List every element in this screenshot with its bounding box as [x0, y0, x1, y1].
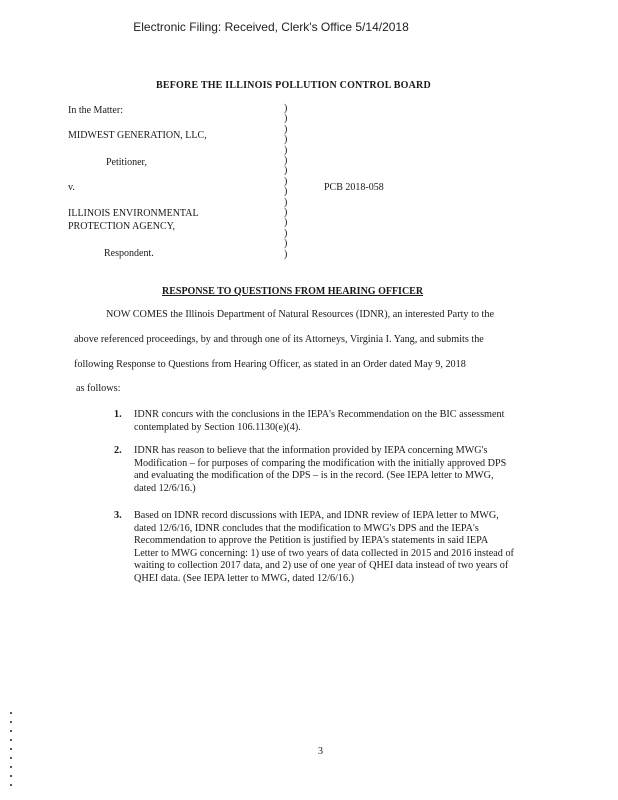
- page-number: 3: [318, 746, 323, 757]
- versus-label: v.: [68, 182, 75, 193]
- petitioner-role: Petitioner,: [106, 157, 147, 168]
- item-text: Based on IDNR record discussions with IEPA, and IDNR review of IEPA letter to MWG, dated 12/6/16, IDNR concludes that the modification to MWG's DPS and the IEPA's Recommendation to approve the Petition is justified by IEPA's statements in said IEPA Letter to MWG concerning: 1) use of two years of data collected in 2015 and 2016 instead of waiting to collection 2017 data, and 2) use of one year of QHEI data instead of two years of QHEI data. (See IEPA letter to MWG, dated 12/6/16.): [134, 510, 514, 584]
- caption-parentheses: ) ) ) ) ) ) ) ) ) ) ) ) ) ) ): [284, 103, 288, 260]
- document-heading: RESPONSE TO QUESTIONS FROM HEARING OFFICER: [162, 286, 424, 297]
- item-text: IDNR has reason to believe that the information provided by IEPA concerning MWG's Modification – for purposes of comparing the modification with the initially approved DPS and evaluating the modification of the DPS – is in the record. (See IEPA letter to MWG, dated 12/6/16.): [134, 445, 507, 494]
- respondent-name-line1: ILLINOIS ENVIRONMENTAL: [68, 208, 199, 219]
- intro-line: NOW COMES the Illinois Department of Natural Resources (IDNR), an interested Party to the: [106, 309, 494, 320]
- item-number: 2.: [114, 445, 122, 456]
- item-number: 1.: [114, 409, 122, 420]
- board-title: BEFORE THE ILLINOIS POLLUTION CONTROL BOARD: [156, 80, 431, 91]
- case-number: PCB 2018-058: [324, 182, 384, 193]
- respondent-name-line2: PROTECTION AGENCY,: [68, 221, 176, 232]
- margin-scan-marks: [10, 712, 12, 790]
- item-number: 3.: [114, 510, 122, 521]
- intro-line: above referenced proceedings, by and through one of its Attorneys, Virginia I. Yang, and submits the: [74, 334, 484, 345]
- filing-stamp: Electronic Filing: Received, Clerk's Office 5/14/2018: [133, 20, 409, 34]
- item-text: IDNR concurs with the conclusions in the IEPA's Recommendation on the BIC assessment contemplated by Section 106.1130(e)(4).: [134, 409, 505, 433]
- intro-line: following Response to Questions from Hearing Officer, as stated in an Order dated May 9, 2018: [74, 359, 466, 370]
- in-the-matter-label: In the Matter:: [68, 105, 123, 116]
- respondent-role: Respondent.: [104, 248, 154, 259]
- intro-line: as follows:: [76, 383, 121, 394]
- petitioner-name: MIDWEST GENERATION, LLC,: [68, 130, 207, 141]
